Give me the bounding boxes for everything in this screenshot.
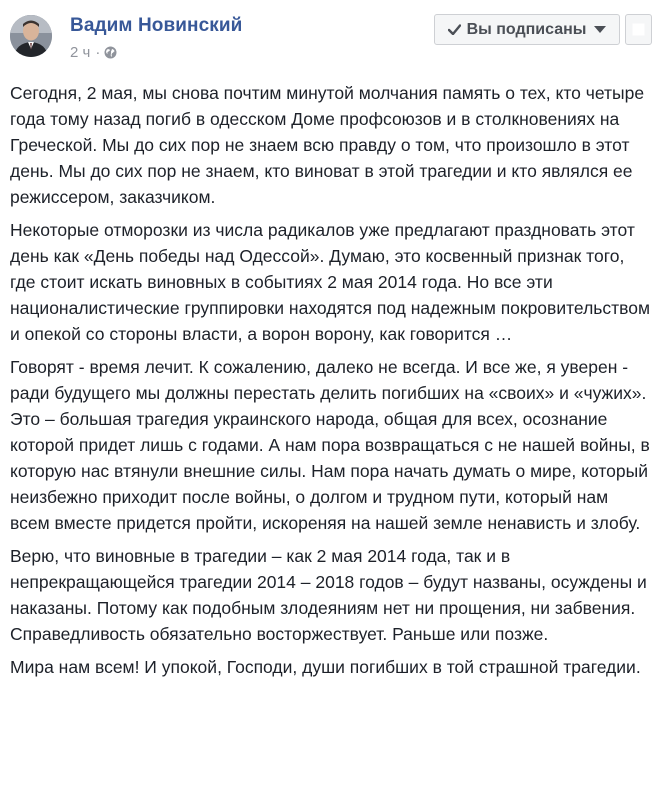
post-paragraph: Мира нам всем! И упокой, Господи, души погибших в той страшной трагедии. <box>10 657 641 677</box>
post-timestamp[interactable]: 2 ч <box>70 44 91 61</box>
post-paragraph: Говорят - время лечит. К сожалению, далеко не всегда. И все же, я уверен - ради будущего мы должны перестать делить погибших на «своих» и «чужих». Это – большая трагедия украинского народа, общая для всех, осознание которой придет лишь с годами. А нам пора возвращаться с не нашей войны, в которую нас втянули внешние силы. Нам пора начать думать о мире, который неизбежно приходит после войны, о долгом и трудном пути, который нам всем вместе придется пройти, искореняя на нашей земле ненависть и злобу. <box>10 357 650 533</box>
meta-separator: · <box>95 44 101 61</box>
more-options-icon <box>632 23 645 36</box>
post-paragraph: Некоторые отморозки из числа радикалов уже предлагают праздновать этот день как «День победы над Одессой». Думаю, это косвенный признак того, где стоит искать виновных в событиях 2 мая 2014 года. Но все эти националистические группировки находятся под надежным покровительством и опекой со стороны власти, а ворон ворону, как говорится … <box>10 220 651 344</box>
following-button-label: Вы подписаны <box>466 20 587 38</box>
chevron-down-icon <box>594 26 606 34</box>
post-body <box>10 80 651 687</box>
post-meta <box>70 44 117 61</box>
author-name[interactable]: Вадим Новинский <box>70 15 243 36</box>
globe-icon[interactable] <box>104 46 117 59</box>
post-paragraph: Верю, что виновные в трагедии – как 2 мая 2014 года, так и в непрекращающейся трагедии 2014 – 2018 годов – будут названы, осуждены и наказаны. Потому как подобным злодеяниям нет ни прощения, ни забвения. Справедливость обязательно восторжествует. Раньше или позже. <box>10 546 647 644</box>
check-icon <box>448 24 461 35</box>
avatar[interactable] <box>10 15 52 57</box>
post-paragraph: Сегодня, 2 мая, мы снова почтим минутой молчания память о тех, кто четыре года тому назад погиб в одесском Доме профсоюзов и в столкновениях на Греческой. Мы до сих пор не знаем всю правду о том, что произошло в этот день. Мы до сих пор не знаем, кто виноват в этой трагедии и кто являлся ее режиссером, заказчиком. <box>10 83 645 207</box>
post-header <box>0 0 659 74</box>
following-button[interactable] <box>434 14 620 45</box>
more-options-button[interactable] <box>625 14 652 45</box>
